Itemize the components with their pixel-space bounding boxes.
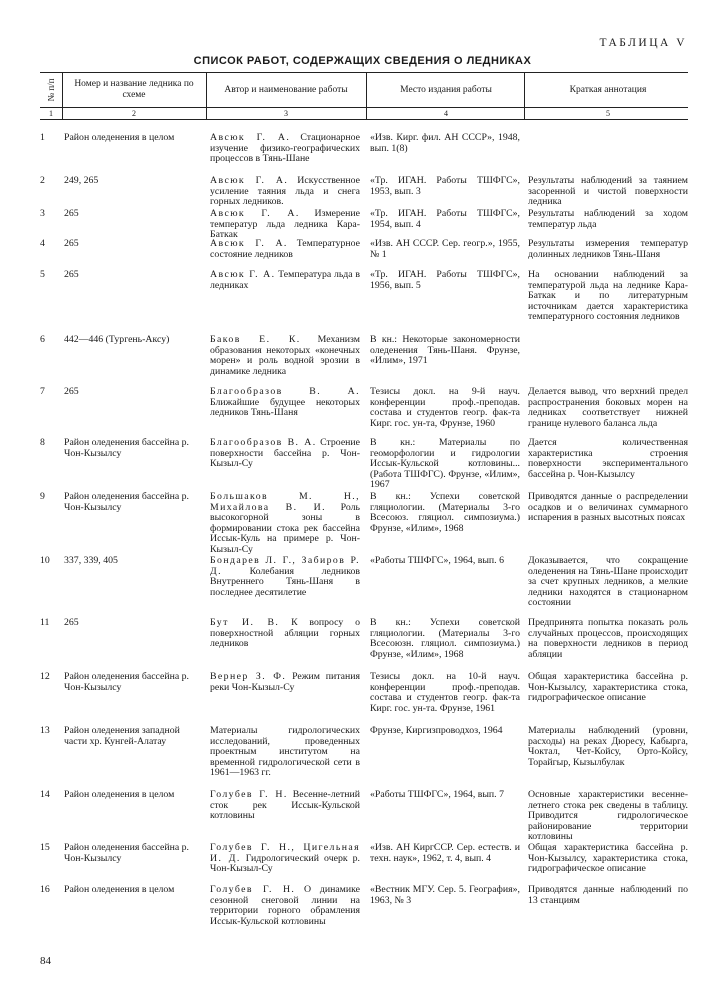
row-number: 4 [40,238,45,249]
glacier-name: Район оледенения бассейна р. Чон-Кызылсу [64,671,190,693]
author-name: Баков Е. К. [210,334,301,345]
glacier-name: Район оледенения в целом [64,132,175,143]
annotation: Приводятся данные о распределении осадков и о величинах суммарного испарения в разных высотных поясах [528,491,688,524]
row-number: 10 [40,555,50,566]
annotation: Результаты измерения температур долинных ледников Тянь-Шаня [528,238,688,260]
page-title: СПИСОК РАБОТ, СОДЕРЖАЩИХ СВЕДЕНИЯ О ЛЕДНИКАХ [193,55,532,67]
author-name: Голубев Г. Н. [210,789,288,800]
row-number: 5 [40,269,45,280]
glacier-name: 442—446 (Тургень-Аксу) [64,334,170,345]
table-header [40,72,688,120]
publication-place: В кн.: Успехи советской гляциологии. (Материалы 3-го Всесоюз. гляциол. симпозиума.) Фрунзе, «Илим», 1968 [370,491,520,534]
work-title: Колебания ледников Внутреннего Тянь-Шаня в последнее десятилетие [210,565,360,598]
work-title: Стационарное изучение физико-географических процессов в Тянь-Шане [210,132,360,165]
annotation: Материалы наблюдений (уровни, расходы) на реках Дюресу, Кабырга, Чоктал, Чет-Койсу, Орто-Койсу, Торайгыр, Кызылбулак [528,725,688,768]
work-title: Гидрологический очерк р. Чон-Кызыл-Су [210,852,360,875]
publication-place: Тезисы докл. на 9-й науч. конференции проф.-преподав. состава и студентов геогр. фак-та Кирг. гос. ун-та, Фрунзе, 1960 [370,386,520,429]
row-number: 12 [40,671,50,682]
publication-place: «Вестник МГУ. Сер. 5. География», 1963, № 3 [370,884,520,906]
row-number: 2 [40,175,45,186]
work-title: Измерение температур льда ледника Кара-Баткак [210,208,360,241]
publication-place: «Работы ТШФГС», 1964, вып. 6 [370,555,504,566]
glacier-name: 265 [64,617,79,628]
author-name: Авсюк Г. А. [210,269,276,280]
author-name: Вернер З. Ф. [210,671,287,682]
work-title: Роль высокогорной зоны в формировании стока рек бассейна Иссык-Куль на примере р. Чон-Кызыл-Су [210,501,361,555]
glacier-name: 249, 265 [64,175,99,186]
work-title: Механизм образования некоторых «конечных морен» и роль водной эрозии в динамике ледника [210,334,360,377]
glacier-name: 265 [64,386,79,397]
author-name: Голубев Г. Н. [210,884,296,895]
header-glacier: Номер и название ледника по схеме [74,79,194,100]
table-label: ТАБЛИЦА V [599,37,687,49]
header-author: Автор и наименование работы [224,84,348,95]
header-num-4: 4 [444,109,448,118]
author-work [210,790,360,822]
author-name: Бондарев Л. Г., Забиров Р. Д. [210,555,360,577]
author-work [210,239,360,260]
glacier-name: Район оледенения западной части хр. Кунгей-Алатау [64,725,180,747]
row-number: 11 [40,617,50,628]
glacier-name: 337, 339, 405 [64,555,118,566]
author-work [210,885,360,927]
header-note: Краткая аннотация [569,84,647,95]
publication-place: Тезисы докл. на 10-й науч. конференции проф.-преподав. состава и студентов геогр. фак-та Кирг. гос. ун-та. Фрунзе, 1961 [370,671,520,714]
author-name: Благообразов В. А. [210,437,317,448]
glacier-name: Район оледенения бассейна р. Чон-Кызылсу [64,491,190,513]
publication-place: В кн.: Некоторые закономерности оледенения Тянь-Шаня. Фрунзе, «Илим», 1971 [370,334,520,367]
annotation: Приводятся данные наблюдений по 13 станциям [528,884,688,906]
work-title: Температурное состояние ледников [210,238,360,260]
row-number: 9 [40,491,45,502]
annotation: Доказывается, что сокращение оледенения на Тянь-Шане происходит за счет крупных ледников, а мелкие ледники находятся в стационарном состоянии [528,555,688,609]
annotation: Общая характеристика бассейна р. Чон-Кызылсу, характеристика стока, гидрографическое описание [528,842,688,875]
author-work [210,556,360,598]
author-work [210,133,360,165]
author-name: Большаков М. Н., Михайлова В. И. [210,491,360,513]
author-work [210,387,360,419]
publication-place: «Изв. АН СССР. Сер. геогр.», 1955, № 1 [370,238,520,260]
publication-place: «Изв. АН КиргССР. Сер. естеств. и техн. наук», 1962, т. 4, вып. 4 [370,842,520,864]
annotation: Делается вывод, что верхний предел распространения боковых морен на ледниках соответствует нижней границе нулевого баланса льда [528,386,688,429]
publication-place: «Изв. Кирг. фил. АН СССР», 1948, вып. 1(8) [370,132,520,154]
annotation: Дается количественная характеристика строения поверхности экспериментального бассейна р. Чон-Кызылсу [528,437,688,480]
author-name: Благообразов В. А. [210,386,360,397]
publication-place: «Тр. ИГАН. Работы ТШФГС», 1956, вып. 5 [370,269,520,291]
annotation: Предпринята попытка показать роль случайных процессов, происходящих на поверхности ледников в период абляции [528,617,688,660]
publication-place: В кн.: Успехи советской гляциологии. (Материалы 3-го Всесоюзн. гляциол. симпозиума.) Фрунзе, «Илим», 1968 [370,617,520,660]
author-name: Авсюк Г. А. [210,175,289,186]
row-number: 1 [40,132,45,143]
header-num-5: 5 [606,109,610,118]
work-title: О динамике сезонной снеговой линии на территории горного обрамления Иссык-Кульской котловины [210,884,360,927]
author-name: Голубев Г. Н., Цигельная И. Д. [210,842,360,864]
publication-place: «Тр. ИГАН. Работы ТШФГС», 1953, вып. 3 [370,175,520,197]
author-work [210,176,360,208]
header-number: № п/п [46,78,56,102]
publication-place: «Работы ТШФГС», 1964, вып. 7 [370,789,504,800]
publication-place: В кн.: Материалы по геоморфологии и гидрологии Иссык-Кульской котловины... (Работа ТШФГС). Фрунзе, «Илим», 1967 [370,437,520,491]
header-num-2: 2 [132,109,136,118]
glacier-name: 265 [64,269,79,280]
row-number: 16 [40,884,50,895]
author-work [210,726,360,779]
work-title: К вопросу о поверхностной абляции горных ледников [210,617,360,650]
author-work [210,335,360,377]
row-number: 3 [40,208,45,219]
author-name: Авсюк Г. А. [210,238,288,249]
header-num-1: 1 [49,109,53,118]
author-name: Авсюк Г. А. [210,208,300,219]
glacier-name: Район оледенения бассейна р. Чон-Кызылсу [64,842,190,864]
author-work [210,672,360,693]
work-title: Строение поверхности бассейна р. Чон-Кызыл-Су [210,437,361,470]
work-title: Температура льда в ледниках [210,269,360,291]
work-title: Ближайшие будущее некоторых ледников Тянь-Шаня [210,396,360,419]
author-name: Авсюк Г. А. [210,132,291,143]
annotation: На основании наблюдений за температурой льда на леднике Кара-Баткак и по литературным источникам дается характеристика температурного состояния ледников [528,269,688,323]
annotation: Общая характеристика бассейна р. Чон-Кызылсу, характеристика стока, гидрографическое описание [528,671,688,704]
annotation: Результаты наблюдений за ходом температур льда [528,208,688,230]
author-name: Бут И. В. [210,617,280,628]
glacier-name: 265 [64,238,79,249]
annotation: Результаты наблюдений за таянием засоренной и чистой поверхности ледника [528,175,688,208]
page-number: 84 [40,955,51,967]
row-number: 6 [40,334,45,345]
glacier-name: 265 [64,208,79,219]
work-title: Материалы гидрологических исследований, проведенных проектным институтом на временной гидрологической сети в 1961—1963 гг. [210,725,360,779]
author-work [210,843,360,875]
author-work [210,438,360,470]
row-number: 15 [40,842,50,853]
publication-place: «Тр. ИГАН. Работы ТШФГС», 1954, вып. 4 [370,208,520,230]
author-work [210,209,360,241]
glacier-name: Район оледенения в целом [64,884,175,895]
author-work [210,270,360,291]
row-number: 7 [40,386,45,397]
work-title: Весенне-летний сток рек Иссык-Кульской котловины [210,789,360,822]
glacier-name: Район оледенения в целом [64,789,175,800]
annotation: Основные характеристики весенне-летнего стока рек сведены в таблицу. Приводится гидрологическое районирование территории котловины [528,789,688,843]
publication-place: Фрунзе, Киргизпроводхоз, 1964 [370,725,503,736]
row-number: 14 [40,789,50,800]
work-title: Режим питания реки Чон-Кызыл-Су [210,671,360,693]
header-num-3: 3 [284,109,288,118]
work-title: Искусственное усиление таяния льда и снега горных ледников. [210,175,360,208]
author-work [210,618,360,650]
header-place: Место издания работы [400,84,492,95]
author-work [210,492,360,556]
row-number: 8 [40,437,45,448]
glacier-name: Район оледенения бассейна р. Чон-Кызылсу [64,437,190,459]
row-number: 13 [40,725,50,736]
